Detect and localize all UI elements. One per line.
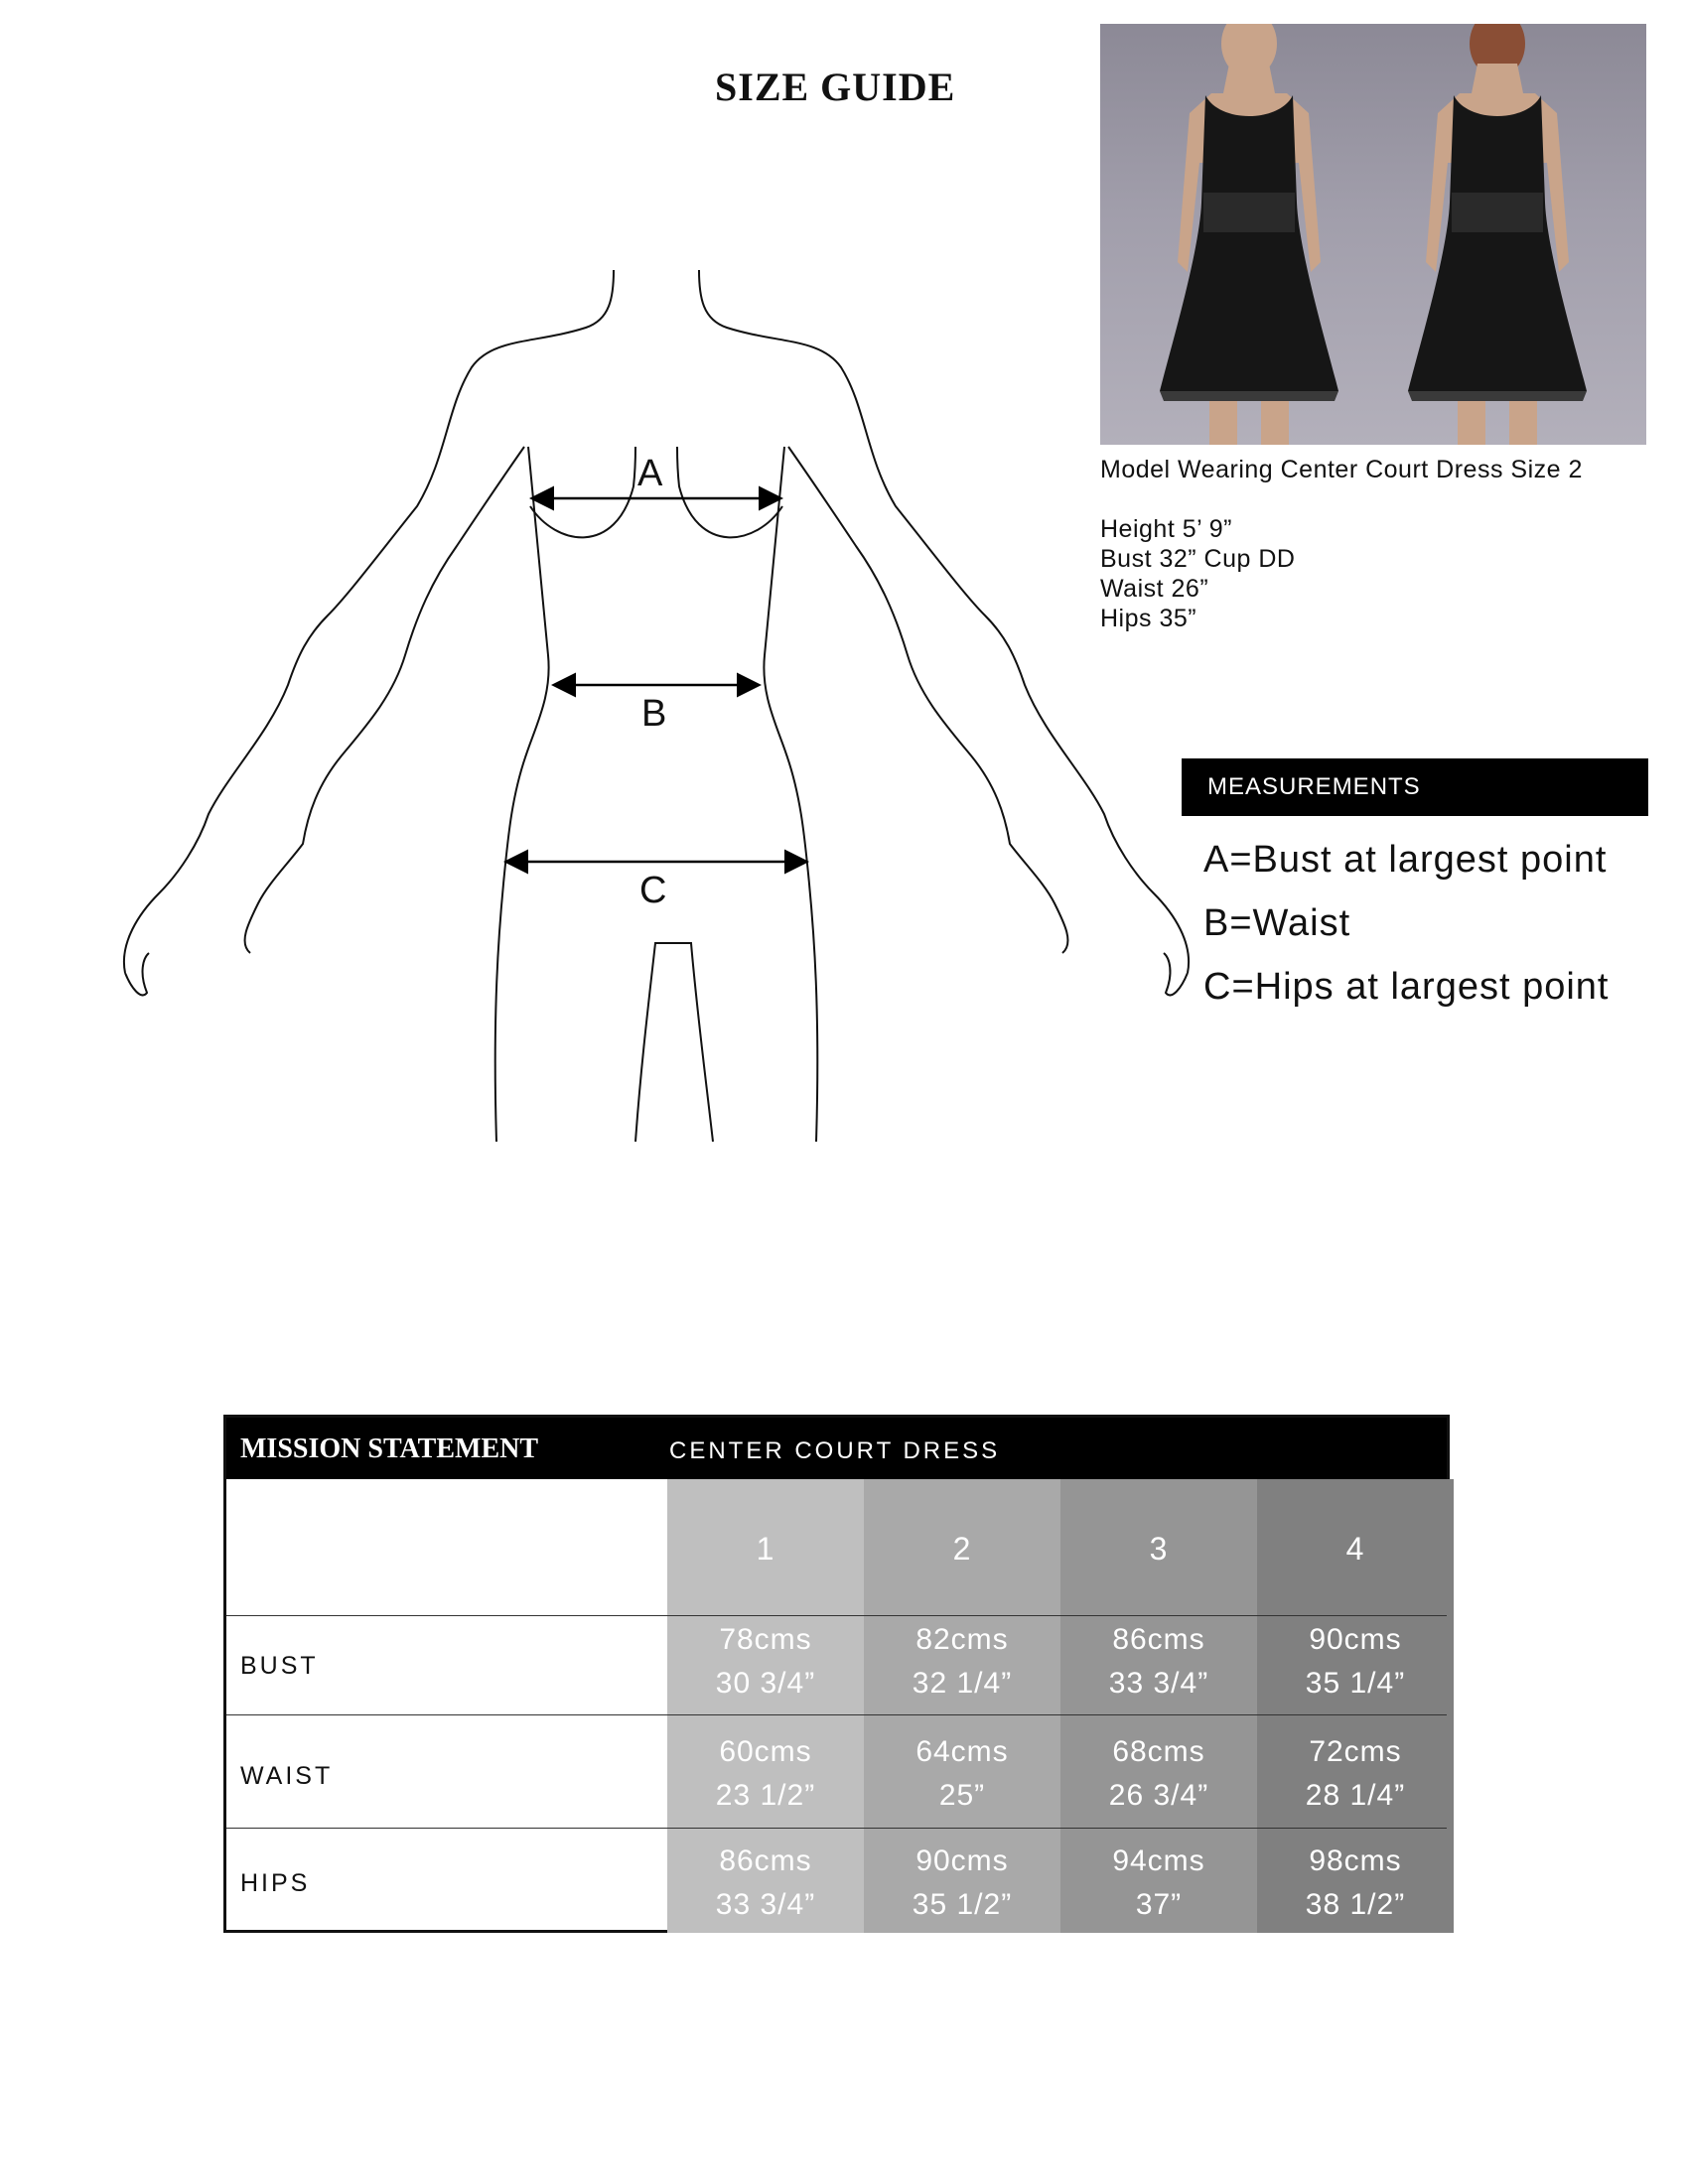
row-divider — [226, 1615, 1447, 1616]
model-caption-title: Model Wearing Center Court Dress Size 2 — [1100, 456, 1583, 483]
table-cell: 94cms 37” — [1112, 1844, 1205, 1921]
table-cell: 72cms 28 1/4” — [1305, 1735, 1406, 1812]
size-table — [223, 1415, 1450, 1933]
size-header-1: 1 — [756, 1531, 775, 1567]
model-caption — [1100, 455, 1656, 633]
row-label-bust: BUST — [240, 1652, 319, 1680]
table-cell: 60cms 23 1/2” — [715, 1735, 816, 1812]
waist-label-b: B — [641, 693, 667, 735]
row-divider — [226, 1714, 1447, 1715]
table-cell: 68cms 26 3/4” — [1108, 1735, 1209, 1812]
table-cell: 90cms 35 1/4” — [1305, 1623, 1406, 1700]
table-cell: 82cms 32 1/4” — [912, 1623, 1013, 1700]
table-cell: 86cms 33 3/4” — [715, 1844, 816, 1921]
table-cell: 64cms 25” — [915, 1735, 1009, 1812]
table-cell: 98cms 38 1/2” — [1305, 1844, 1406, 1921]
size-header-3: 3 — [1149, 1531, 1169, 1567]
model-stat-bust: Bust 32” Cup DD — [1100, 545, 1296, 573]
size-column-2 — [864, 1479, 1060, 1933]
size-column-1 — [667, 1479, 864, 1933]
body-measurement-figure — [119, 258, 1211, 1157]
model-photo — [1100, 24, 1646, 445]
measurement-item-bust: A=Bust at largest point — [1203, 839, 1608, 881]
hips-label-c: C — [639, 870, 667, 911]
row-label-waist: WAIST — [240, 1762, 334, 1790]
measurements-list — [1203, 828, 1680, 1019]
model-stat-height: Height 5’ 9” — [1100, 515, 1232, 543]
table-header — [226, 1418, 1447, 1479]
measurement-item-waist: B=Waist — [1203, 902, 1351, 944]
table-header-mission: MISSION STATEMENT — [240, 1433, 539, 1464]
measurements-header: MEASUREMENTS — [1182, 758, 1648, 816]
row-label-hips: HIPS — [240, 1869, 311, 1897]
row-divider — [226, 1828, 1447, 1829]
model-photo-illustration — [1100, 24, 1646, 445]
table-header-product: CENTER COURT DRESS — [669, 1437, 1001, 1464]
model-stat-waist: Waist 26” — [1100, 575, 1209, 603]
size-header-4: 4 — [1345, 1531, 1365, 1567]
size-header-2: 2 — [952, 1531, 972, 1567]
size-column-3 — [1060, 1479, 1257, 1933]
table-cell: 78cms 30 3/4” — [715, 1623, 816, 1700]
bust-label-a: A — [637, 453, 663, 494]
measurement-item-hips: C=Hips at largest point — [1203, 966, 1610, 1008]
table-cell: 90cms 35 1/2” — [912, 1844, 1013, 1921]
page-title: SIZE GUIDE — [715, 65, 956, 109]
model-stat-hips: Hips 35” — [1100, 605, 1197, 632]
size-column-4 — [1257, 1479, 1454, 1933]
table-cell: 86cms 33 3/4” — [1108, 1623, 1209, 1700]
